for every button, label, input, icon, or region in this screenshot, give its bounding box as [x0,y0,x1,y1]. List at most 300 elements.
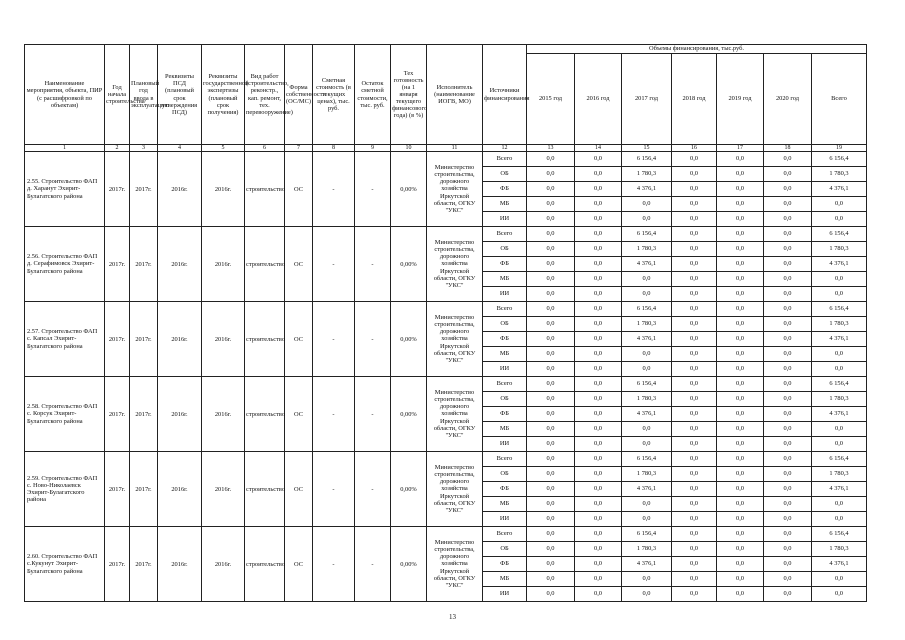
object-name: 2.56. Строительство ФАП д. Серафимовск Эхирит-Булагатского района [25,227,105,302]
funding-value: 0,0 [812,272,867,287]
object-ownership: ОС [285,152,313,227]
funding-source: МБ [483,497,527,512]
funding-source: ФБ [483,482,527,497]
funding-value: 0,0 [764,467,812,482]
funding-source: Всего [483,527,527,542]
funding-value: 0,0 [672,587,717,602]
object-psd: 2016г. [158,227,202,302]
funding-value: 0,0 [527,212,575,227]
object-cost: - [313,452,355,527]
funding-value: 0,0 [527,182,575,197]
funding-value: 0,0 [527,482,575,497]
funding-value: 0,0 [764,392,812,407]
funding-value: 1 780,3 [812,317,867,332]
funding-value: 0,0 [672,167,717,182]
funding-value: 0,0 [575,557,622,572]
page-number: 13 [449,613,456,621]
funding-value: 0,0 [717,242,764,257]
header-year: Всего [812,54,867,145]
funding-source: ОБ [483,242,527,257]
object-start: 2017г. [105,377,130,452]
funding-value: 0,0 [622,497,672,512]
funding-value: 6 156,4 [622,302,672,317]
funding-value: 0,0 [764,377,812,392]
funding-value: 0,0 [812,422,867,437]
header-name: Наименование мероприятия, объекта, ПИР (с расшифровкой по объектам) [25,45,105,145]
funding-value: 0,0 [575,257,622,272]
funding-source: ИИ [483,512,527,527]
funding-value: 0,0 [527,407,575,422]
object-expert: 2016г. [202,452,245,527]
funding-value: 0,0 [575,242,622,257]
executor: Министерство строительства, дорожного хозяйства Иркутской области, ОГКУ "УКС" [427,152,483,227]
funding-value: 0,0 [672,392,717,407]
funding-value: 6 156,4 [812,302,867,317]
funding-value: 1 780,3 [622,167,672,182]
funding-value: 0,0 [717,572,764,587]
table-row [25,452,867,467]
object-ownership: ОС [285,452,313,527]
column-number: 11 [427,145,483,152]
funding-value: 0,0 [764,302,812,317]
funding-value: 1 780,3 [622,392,672,407]
funding-value: 6 156,4 [622,227,672,242]
funding-value: 4 376,1 [622,182,672,197]
object-start: 2017г. [105,452,130,527]
funding-source: Всего [483,377,527,392]
funding-value: 0,0 [764,452,812,467]
object-ownership: ОС [285,377,313,452]
object-worktype: строительство [245,152,285,227]
funding-value: 0,0 [717,167,764,182]
funding-value: 0,0 [672,512,717,527]
funding-value: 0,0 [575,272,622,287]
object-expert: 2016г. [202,527,245,602]
object-readiness: 0,00% [391,302,427,377]
header-work-type: Вид работ (строительство, реконстр., кап. ремонт, тех. перевооружение) [245,45,285,145]
funding-value: 0,0 [717,212,764,227]
funding-value: 0,0 [764,422,812,437]
column-number: 8 [313,145,355,152]
column-number: 1 [25,145,105,152]
funding-value: 0,0 [764,527,812,542]
funding-value: 0,0 [575,212,622,227]
funding-source: МБ [483,197,527,212]
funding-value: 0,0 [575,302,622,317]
header-funding: Объемы финансирования, тыс.руб. [527,45,867,54]
object-name: 2.58. Строительство ФАП с. Корсук Эхирит-Булагатского района [25,377,105,452]
funding-value: 0,0 [717,317,764,332]
object-remainder: - [355,527,391,602]
header-year: 2016 год [575,54,622,145]
funding-value: 0,0 [527,392,575,407]
funding-value: 0,0 [672,542,717,557]
object-remainder: - [355,302,391,377]
funding-source: МБ [483,272,527,287]
column-number: 6 [245,145,285,152]
column-number: 15 [622,145,672,152]
object-worktype: строительство [245,302,285,377]
funding-value: 6 156,4 [812,377,867,392]
funding-value: 0,0 [717,272,764,287]
object-name: 2.59. Строительство ФАП с. Ново-Николаевск Эхирит-Булагатского района [25,452,105,527]
funding-value: 0,0 [764,152,812,167]
funding-value: 0,0 [764,512,812,527]
object-readiness: 0,00% [391,227,427,302]
funding-value: 4 376,1 [812,557,867,572]
funding-value: 0,0 [672,362,717,377]
funding-value: 0,0 [764,542,812,557]
table-row [25,227,867,242]
funding-value: 0,0 [717,347,764,362]
funding-value: 0,0 [672,242,717,257]
funding-value: 0,0 [527,452,575,467]
header-year: 2015 год [527,54,575,145]
funding-value: 6 156,4 [812,452,867,467]
funding-value: 0,0 [717,377,764,392]
funding-source: ИИ [483,587,527,602]
table-row [25,377,867,392]
funding-value: 4 376,1 [622,557,672,572]
funding-value: 1 780,3 [622,467,672,482]
object-psd: 2016г. [158,452,202,527]
object-plan: 2017г. [130,452,158,527]
funding-value: 0,0 [527,152,575,167]
funding-source: ИИ [483,212,527,227]
funding-value: 0,0 [764,587,812,602]
funding-value: 0,0 [527,497,575,512]
column-number: 3 [130,145,158,152]
funding-value: 4 376,1 [812,332,867,347]
funding-source: Всего [483,227,527,242]
funding-value: 0,0 [575,197,622,212]
object-cost: - [313,152,355,227]
funding-value: 0,0 [527,467,575,482]
funding-value: 0,0 [764,437,812,452]
funding-value: 0,0 [672,527,717,542]
header-readiness: Тех готовность (на 1 января текущего финансового года) (в %) [391,45,427,145]
funding-value: 0,0 [812,347,867,362]
funding-value: 0,0 [764,197,812,212]
object-psd: 2016г. [158,152,202,227]
funding-value: 0,0 [527,242,575,257]
header-year: 2020 год [764,54,812,145]
funding-value: 0,0 [622,362,672,377]
object-psd: 2016г. [158,302,202,377]
object-psd: 2016г. [158,527,202,602]
funding-source: Всего [483,302,527,317]
funding-value: 0,0 [717,557,764,572]
funding-value: 0,0 [672,257,717,272]
funding-value: 0,0 [717,182,764,197]
funding-value: 0,0 [527,167,575,182]
funding-value: 0,0 [575,362,622,377]
funding-value: 0,0 [527,557,575,572]
funding-value: 4 376,1 [622,257,672,272]
object-group [25,227,867,302]
object-cost: - [313,302,355,377]
funding-value: 1 780,3 [622,242,672,257]
object-expert: 2016г. [202,302,245,377]
funding-source: ОБ [483,467,527,482]
funding-value: 0,0 [764,407,812,422]
column-number: 16 [672,145,717,152]
funding-value: 0,0 [527,287,575,302]
object-plan: 2017г. [130,152,158,227]
funding-value: 0,0 [575,377,622,392]
column-number: 7 [285,145,313,152]
funding-value: 0,0 [575,332,622,347]
funding-value: 0,0 [764,332,812,347]
table-row [25,527,867,542]
funding-value: 4 376,1 [812,407,867,422]
column-number: 14 [575,145,622,152]
funding-value: 0,0 [622,437,672,452]
object-worktype: строительство [245,452,285,527]
header-sources: Источники финансирования [483,45,527,145]
funding-value: 0,0 [764,272,812,287]
funding-source: ИИ [483,437,527,452]
column-number: 12 [483,145,527,152]
object-group [25,302,867,377]
object-worktype: строительство [245,527,285,602]
funding-value: 0,0 [575,287,622,302]
funding-value: 0,0 [575,452,622,467]
funding-value: 0,0 [672,497,717,512]
funding-value: 0,0 [717,467,764,482]
funding-value: 0,0 [812,587,867,602]
funding-value: 0,0 [717,362,764,377]
object-plan: 2017г. [130,527,158,602]
funding-value: 0,0 [764,212,812,227]
funding-value: 0,0 [672,227,717,242]
funding-value: 0,0 [622,197,672,212]
funding-value: 0,0 [527,332,575,347]
funding-value: 0,0 [575,542,622,557]
funding-value: 0,0 [672,197,717,212]
funding-value: 0,0 [672,557,717,572]
column-number: 19 [812,145,867,152]
funding-value: 0,0 [764,227,812,242]
funding-value: 0,0 [764,182,812,197]
header-cost-remainder: Остаток сметной стоимости, тыс. руб. [355,45,391,145]
funding-value: 0,0 [527,257,575,272]
funding-value: 0,0 [622,422,672,437]
funding-value: 0,0 [812,362,867,377]
table-header [25,45,867,152]
funding-value: 1 780,3 [622,317,672,332]
header-executor: Исполнитель (наименование ИОГВ, МО) [427,45,483,145]
object-worktype: строительство [245,377,285,452]
funding-value: 0,0 [672,452,717,467]
object-readiness: 0,00% [391,152,427,227]
funding-value: 0,0 [717,422,764,437]
funding-value: 0,0 [717,392,764,407]
funding-value: 0,0 [672,272,717,287]
funding-value: 0,0 [717,407,764,422]
funding-value: 0,0 [672,182,717,197]
object-plan: 2017г. [130,302,158,377]
funding-source: ИИ [483,287,527,302]
funding-value: 0,0 [717,197,764,212]
funding-value: 0,0 [527,227,575,242]
object-psd: 2016г. [158,377,202,452]
funding-value: 0,0 [527,302,575,317]
funding-value: 0,0 [575,467,622,482]
object-ownership: ОС [285,302,313,377]
funding-value: 0,0 [622,287,672,302]
object-group [25,152,867,227]
funding-value: 0,0 [575,347,622,362]
funding-value: 0,0 [717,332,764,347]
financing-table [24,44,867,602]
funding-value: 0,0 [527,422,575,437]
funding-value: 0,0 [812,497,867,512]
funding-source: МБ [483,572,527,587]
funding-value: 0,0 [717,512,764,527]
column-number: 2 [105,145,130,152]
object-readiness: 0,00% [391,452,427,527]
column-number: 9 [355,145,391,152]
funding-value: 6 156,4 [622,377,672,392]
funding-value: 0,0 [575,512,622,527]
executor: Министерство строительства, дорожного хозяйства Иркутской области, ОГКУ "УКС" [427,527,483,602]
object-name: 2.60. Строительство ФАП с.Кукунут Эхирит-Булагатского района [25,527,105,602]
executor: Министерство строительства, дорожного хозяйства Иркутской области, ОГКУ "УКС" [427,227,483,302]
column-number: 5 [202,145,245,152]
funding-value: 0,0 [575,497,622,512]
funding-value: 0,0 [672,467,717,482]
funding-value: 0,0 [527,437,575,452]
object-start: 2017г. [105,527,130,602]
object-plan: 2017г. [130,227,158,302]
funding-value: 0,0 [717,497,764,512]
column-number: 10 [391,145,427,152]
funding-value: 0,0 [622,347,672,362]
funding-value: 0,0 [527,527,575,542]
object-expert: 2016г. [202,377,245,452]
funding-value: 0,0 [527,362,575,377]
funding-value: 0,0 [672,212,717,227]
funding-source: ФБ [483,557,527,572]
funding-value: 0,0 [575,392,622,407]
funding-value: 4 376,1 [622,332,672,347]
funding-value: 0,0 [764,347,812,362]
funding-value: 0,0 [527,347,575,362]
funding-value: 0,0 [764,557,812,572]
funding-value: 0,0 [717,587,764,602]
funding-value: 0,0 [672,572,717,587]
funding-value: 0,0 [527,542,575,557]
object-ownership: ОС [285,227,313,302]
object-worktype: строительство [245,227,285,302]
funding-source: ФБ [483,332,527,347]
funding-value: 6 156,4 [812,527,867,542]
funding-value: 0,0 [717,482,764,497]
funding-value: 0,0 [812,287,867,302]
funding-value: 0,0 [527,272,575,287]
object-remainder: - [355,377,391,452]
object-name: 2.55. Строительство ФАП д. Харанут Эхирит-Булагатского района [25,152,105,227]
funding-source: ИИ [483,362,527,377]
funding-value: 0,0 [717,257,764,272]
header-start-year: Год начала строительства [105,45,130,145]
funding-value: 0,0 [575,482,622,497]
object-expert: 2016г. [202,227,245,302]
funding-value: 0,0 [764,362,812,377]
header-year: 2017 год [622,54,672,145]
executor: Министерство строительства, дорожного хозяйства Иркутской области, ОГКУ "УКС" [427,302,483,377]
executor: Министерство строительства, дорожного хозяйства Иркутской области, ОГКУ "УКС" [427,377,483,452]
funding-source: ФБ [483,407,527,422]
funding-value: 4 376,1 [622,482,672,497]
funding-value: 1 780,3 [622,542,672,557]
funding-value: 0,0 [717,152,764,167]
funding-value: 1 780,3 [812,542,867,557]
funding-value: 0,0 [575,317,622,332]
object-readiness: 0,00% [391,377,427,452]
funding-value: 0,0 [717,452,764,467]
funding-value: 6 156,4 [812,152,867,167]
header-year: 2019 год [717,54,764,145]
funding-value: 0,0 [575,182,622,197]
funding-source: МБ [483,422,527,437]
funding-value: 0,0 [622,572,672,587]
object-cost: - [313,527,355,602]
funding-value: 0,0 [717,542,764,557]
funding-value: 4 376,1 [812,482,867,497]
funding-value: 4 376,1 [812,257,867,272]
column-number: 17 [717,145,764,152]
funding-value: 0,0 [622,212,672,227]
funding-value: 0,0 [672,302,717,317]
funding-value: 0,0 [764,167,812,182]
object-cost: - [313,227,355,302]
funding-value: 0,0 [812,437,867,452]
funding-value: 0,0 [575,167,622,182]
funding-value: 0,0 [672,152,717,167]
funding-value: 0,0 [527,197,575,212]
funding-value: 0,0 [764,497,812,512]
funding-value: 0,0 [527,572,575,587]
funding-value: 0,0 [672,332,717,347]
object-name: 2.57. Строительство ФАП с. Капсал Эхирит-Булагатского района [25,302,105,377]
funding-value: 0,0 [622,512,672,527]
funding-value: 0,0 [527,587,575,602]
funding-value: 0,0 [764,242,812,257]
funding-value: 0,0 [672,482,717,497]
header-plan-year: Плановый год ввода в эксплуатацию [130,45,158,145]
funding-value: 0,0 [717,527,764,542]
table-row [25,152,867,167]
table-row [25,302,867,317]
funding-source: ОБ [483,542,527,557]
funding-value: 0,0 [812,572,867,587]
funding-value: 0,0 [575,572,622,587]
funding-value: 0,0 [764,482,812,497]
funding-value: 0,0 [622,587,672,602]
funding-value: 0,0 [717,302,764,317]
funding-value: 0,0 [812,512,867,527]
object-group [25,452,867,527]
object-readiness: 0,00% [391,527,427,602]
funding-value: 6 156,4 [622,527,672,542]
funding-value: 0,0 [575,422,622,437]
funding-value: 0,0 [575,527,622,542]
funding-source: Всего [483,452,527,467]
executor: Министерство строительства, дорожного хозяйства Иркутской области, ОГКУ "УКС" [427,452,483,527]
object-start: 2017г. [105,152,130,227]
